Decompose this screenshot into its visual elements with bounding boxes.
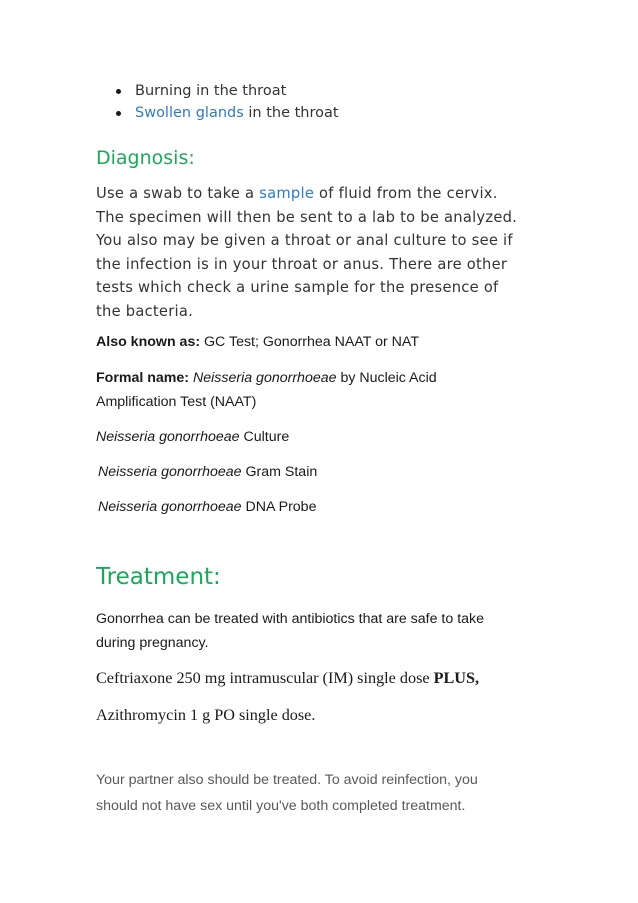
paragraph-line: You also may be given a throat or anal culture to see if bbox=[96, 232, 513, 250]
test-type: Gram Stain bbox=[241, 464, 318, 480]
formal-name-rest: by Nucleic Acid bbox=[336, 370, 437, 386]
formal-name-continued: Amplification Test (NAAT) bbox=[96, 394, 257, 410]
diagnosis-paragraph bbox=[96, 182, 546, 324]
treatment-paragraph bbox=[96, 607, 484, 655]
symptom-text: in the throat bbox=[243, 105, 339, 121]
paragraph-line: Your partner also should be treated. To avoid reinfection, you bbox=[96, 772, 478, 788]
also-known-value: GC Test; Gonorrhea NAAT or NAT bbox=[200, 334, 419, 350]
formal-name-label: Formal name: bbox=[96, 370, 190, 386]
line-text: Use a swab to take a bbox=[96, 185, 260, 202]
line-text: of fluid from the cervix. bbox=[314, 185, 498, 202]
bullet-icon bbox=[116, 89, 121, 94]
drug-regimen-1 bbox=[96, 667, 479, 689]
bullet-icon bbox=[116, 111, 121, 116]
test-organism: Neisseria gonorrhoeae bbox=[98, 464, 242, 480]
list-item bbox=[112, 80, 339, 102]
symptom-list bbox=[112, 80, 339, 124]
partner-paragraph bbox=[96, 767, 478, 819]
paragraph-line: the bacteria. bbox=[96, 302, 194, 320]
paragraph-line: The specimen will then be sent to a lab to be analyzed. bbox=[96, 208, 518, 226]
test-type: DNA Probe bbox=[241, 499, 317, 515]
test-type: Culture bbox=[239, 429, 290, 445]
formal-name-italic: Neisseria gonorrhoeae bbox=[189, 370, 337, 386]
swollen-glands-link[interactable]: Swollen glands bbox=[135, 105, 244, 121]
test-culture bbox=[96, 426, 289, 448]
list-item bbox=[112, 102, 339, 124]
drug-plus: PLUS, bbox=[433, 669, 480, 687]
paragraph-line bbox=[96, 182, 546, 206]
also-known-label: Also known as: bbox=[96, 334, 201, 350]
paragraph-line: tests which check a urine sample for the presence of bbox=[96, 279, 499, 297]
treatment-heading: Treatment: bbox=[96, 564, 221, 590]
also-known-as bbox=[96, 331, 419, 353]
paragraph-line: during pregnancy. bbox=[96, 635, 209, 651]
drug-text: Ceftriaxone 250 mg intramuscular (IM) single dose bbox=[96, 669, 434, 687]
formal-name bbox=[96, 367, 437, 389]
paragraph-line: the infection is in your throat or anus. There are other bbox=[96, 255, 508, 273]
sample-link[interactable]: sample bbox=[259, 185, 315, 202]
diagnosis-heading: Diagnosis: bbox=[96, 147, 195, 169]
test-dna-probe bbox=[98, 496, 316, 518]
test-organism: Neisseria gonorrhoeae bbox=[98, 499, 242, 515]
test-organism: Neisseria gonorrhoeae bbox=[96, 429, 240, 445]
paragraph-line: should not have sex until you've both completed treatment. bbox=[96, 798, 466, 814]
paragraph-line: Gonorrhea can be treated with antibiotics that are safe to take bbox=[96, 611, 485, 627]
test-gram-stain bbox=[98, 461, 317, 483]
symptom-text: Burning in the throat bbox=[135, 83, 287, 99]
drug-regimen-2: Azithromycin 1 g PO single dose. bbox=[96, 706, 316, 724]
